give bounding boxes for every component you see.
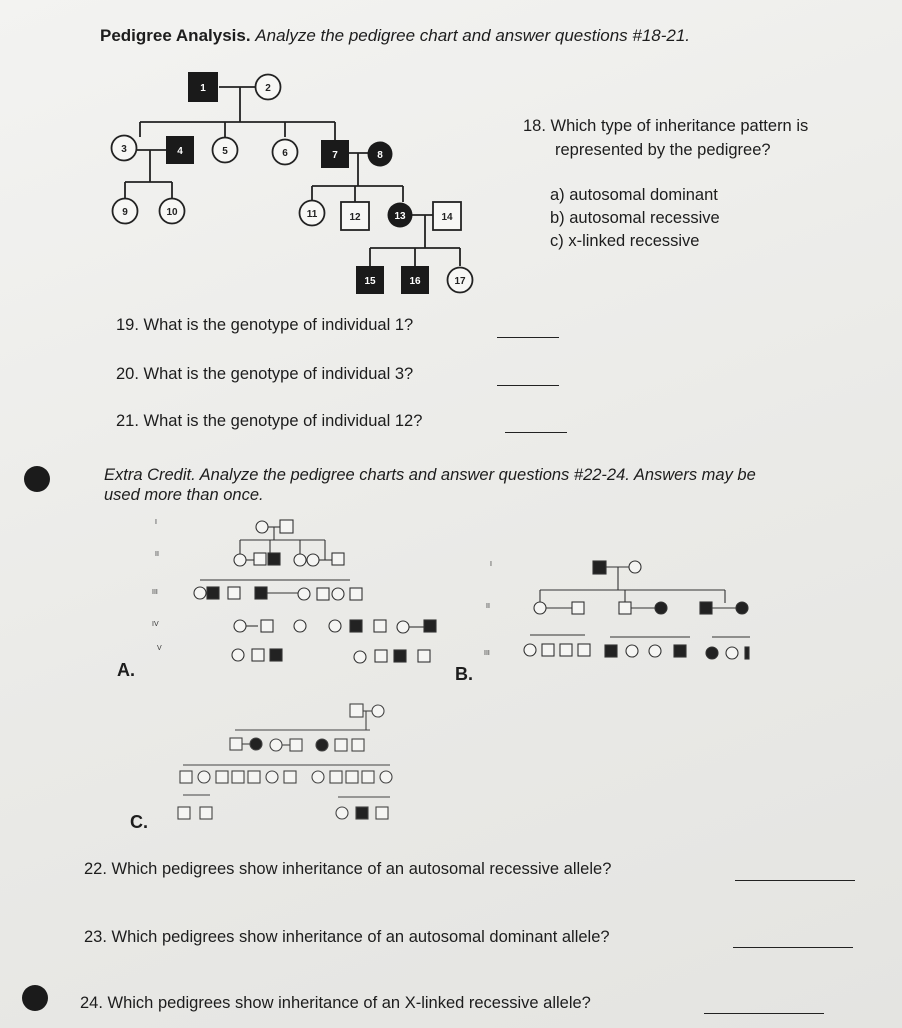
title-italic: Analyze the pedigree chart and answer questions #18-21.: [255, 26, 691, 45]
label-4: 4: [177, 146, 183, 157]
extra-credit-line2: used more than once.: [104, 486, 264, 504]
q18-option-a[interactable]: a) autosomal dominant: [550, 186, 718, 204]
pedigree-b-gen-1: I: [490, 561, 492, 568]
label-9: 9: [122, 207, 128, 218]
q24-text: 24. Which pedigrees show inheritance of an X-linked recessive allele?: [80, 994, 591, 1012]
label-6: 6: [282, 148, 288, 159]
binder-hole-top: [24, 466, 50, 492]
pedigree-c-chart: [170, 698, 420, 823]
title-bold: Pedigree Analysis.: [100, 26, 251, 45]
extra-credit: [104, 465, 894, 505]
pedigree-a-label: A.: [117, 660, 135, 680]
label-15: 15: [364, 276, 376, 287]
q23-answer-blank[interactable]: [733, 946, 853, 948]
pedigree-a-gen-1: I: [155, 519, 157, 526]
main-pedigree-chart: [100, 60, 500, 300]
pedigree-b-gen-3: III: [484, 650, 490, 657]
q21-answer-blank[interactable]: [505, 431, 567, 433]
label-14: 14: [441, 212, 453, 223]
q19-answer-blank[interactable]: [497, 336, 559, 338]
pedigree-a-gen-4: IV: [152, 621, 159, 628]
label-16: 16: [409, 276, 421, 287]
label-1: 1: [200, 83, 206, 94]
label-2: 2: [265, 83, 271, 94]
label-17: 17: [454, 276, 466, 287]
binder-hole-bottom: [22, 985, 48, 1011]
q22-text: 22. Which pedigrees show inheritance of an autosomal recessive allele?: [84, 860, 612, 878]
pedigree-a-gen-5: V: [157, 645, 162, 652]
label-3: 3: [121, 144, 127, 155]
pedigree-a-chart: [145, 505, 445, 685]
pedigree-a-gen-3: III: [152, 589, 158, 596]
label-8: 8: [377, 150, 383, 161]
q18-line1: 18. Which type of inheritance pattern is: [523, 117, 809, 135]
q18-option-b[interactable]: b) autosomal recessive: [550, 209, 720, 227]
label-12: 12: [349, 212, 361, 223]
pedigree-b-gen-2: II: [486, 603, 490, 610]
q23-text: 23. Which pedigrees show inheritance of an autosomal dominant allele?: [84, 928, 610, 946]
q20-answer-blank[interactable]: [497, 384, 559, 386]
pedigree-b-label: B.: [455, 664, 473, 684]
label-10: 10: [166, 207, 178, 218]
q18-option-c[interactable]: c) x-linked recessive: [550, 232, 700, 250]
q19-text: 19. What is the genotype of individual 1?: [116, 316, 414, 334]
pedigree-a-gen-2: II: [155, 551, 159, 558]
label-13: 13: [394, 211, 406, 222]
label-7: 7: [332, 150, 338, 161]
q21-text: 21. What is the genotype of individual 12?: [116, 412, 423, 430]
extra-credit-line1: Extra Credit. Analyze the pedigree charts and answer questions #22-24. Answers may be: [104, 466, 756, 484]
q22-answer-blank[interactable]: [735, 879, 855, 881]
pedigree-c-label: C.: [130, 812, 148, 832]
page-title: [100, 26, 690, 46]
q18-line2: represented by the pedigree?: [555, 141, 771, 159]
label-5: 5: [222, 146, 228, 157]
pedigree-b-chart: [480, 550, 750, 685]
q20-text: 20. What is the genotype of individual 3?: [116, 365, 414, 383]
q24-answer-blank[interactable]: [704, 1012, 824, 1014]
label-11: 11: [306, 209, 318, 220]
